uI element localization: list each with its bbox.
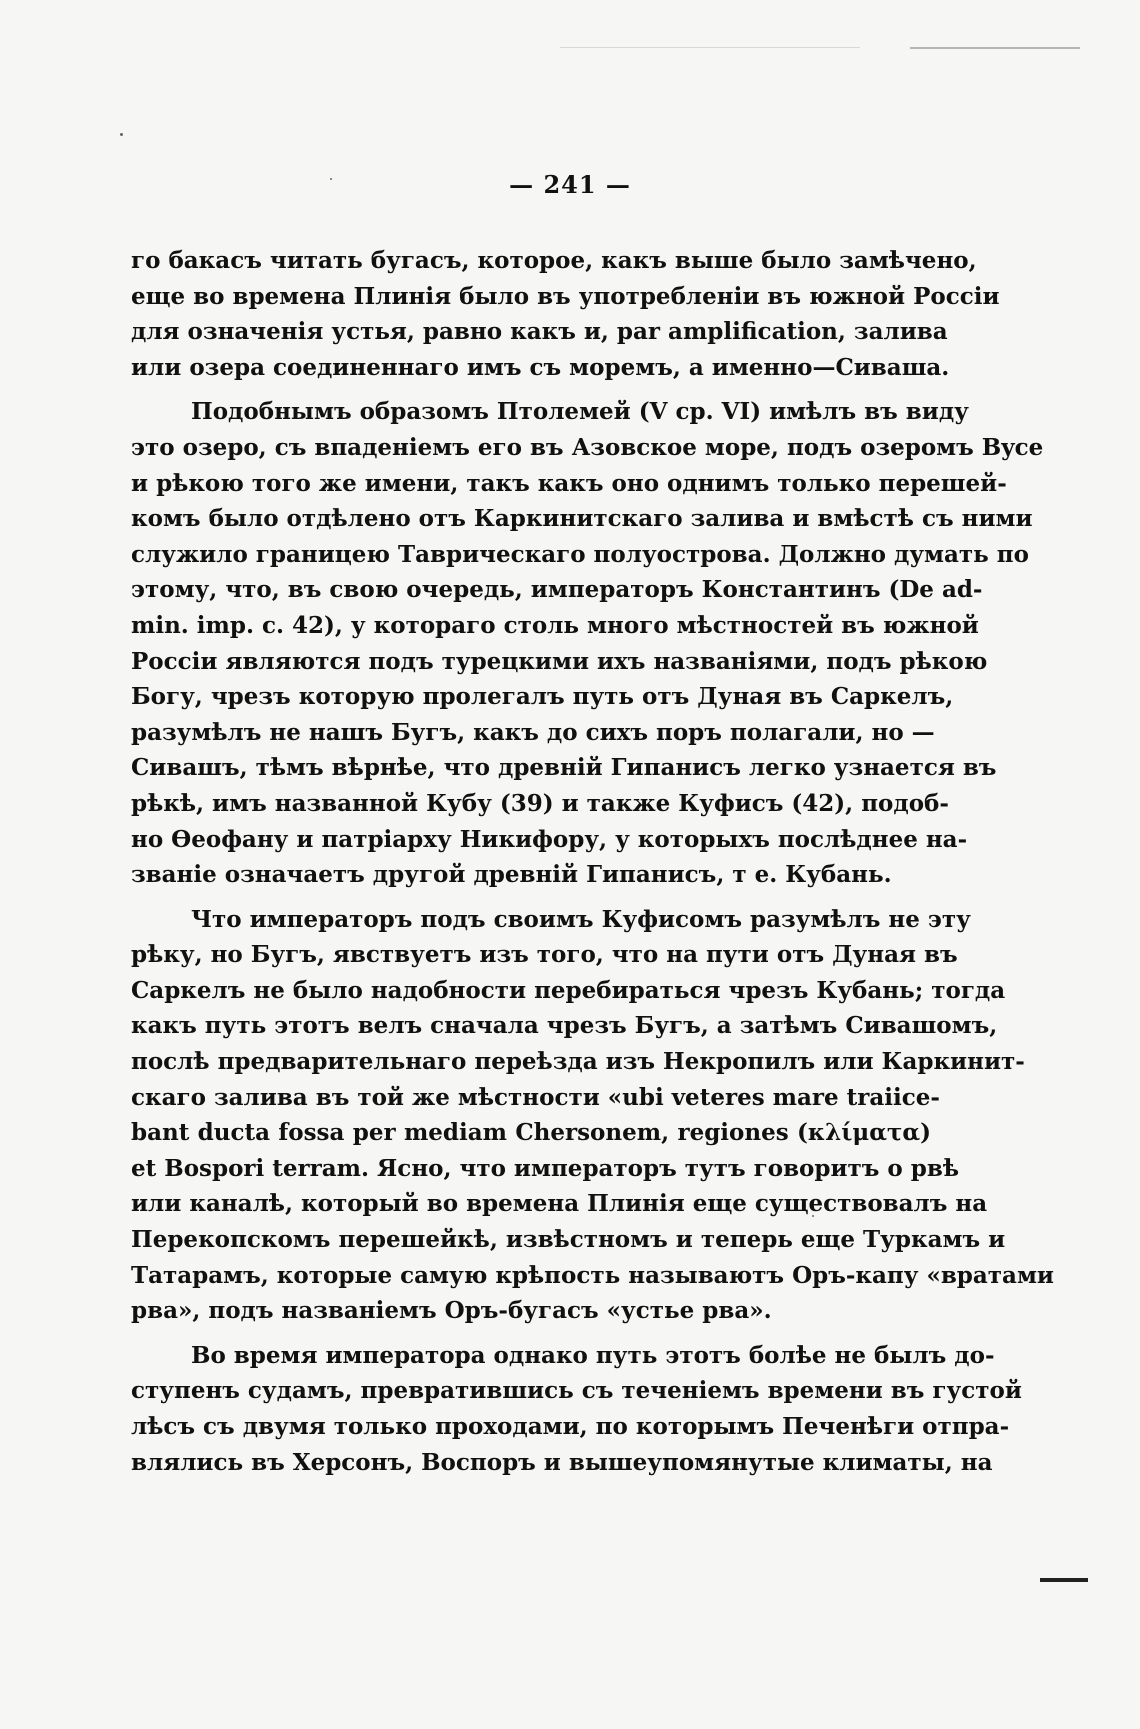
text-line: влялись въ Херсонъ, Воспоръ и вышеупомянутые климаты, на	[131, 1448, 993, 1476]
paragraph-gap	[131, 893, 931, 902]
body-text	[131, 243, 1054, 1480]
text-line: Татарамъ, которые самую крѣпость называютъ Оръ-капу «вратами	[131, 1261, 1054, 1289]
text-line: послѣ предварительнаго переѣзда изъ Некропилъ или Каркинит-	[131, 1048, 1025, 1076]
text-line: et Bospori terram. Ясно, что императоръ тутъ говоритъ о рвѣ	[131, 1154, 960, 1182]
text-line: разумѣлъ не нашъ Бугъ, какъ до сихъ поръ полагали, но —	[131, 718, 935, 746]
scan-corner-mark	[1040, 1578, 1088, 1582]
text-line: комъ было отдѣлено отъ Каркинитскаго залива и вмѣстѣ съ ними	[131, 505, 1033, 533]
scan-edge-rule	[910, 47, 1080, 49]
paragraph-gap	[131, 1329, 931, 1338]
text-line: или озера соединеннаго имъ съ моремъ, а именно—Сиваша.	[131, 353, 950, 381]
text-line: для означенія устья, равно какъ и, par amplification, залива	[131, 318, 948, 346]
text-line: bant ducta fossa per mediam Chersonem, regiones (κλίματα)	[131, 1119, 931, 1147]
page-number: — 241 —	[509, 170, 631, 199]
paragraph	[131, 243, 1000, 385]
text-line: Перекопскомъ перешейкѣ, извѣстномъ и теперь еще Туркамъ и	[131, 1226, 1006, 1254]
text-line: этому, что, въ свою очередь, императоръ Константинъ (De ad-	[131, 576, 983, 604]
text-line: или каналѣ, который во времена Плинія еще существовалъ на	[131, 1190, 988, 1218]
text-line: рѣку, но Бугъ, явствуетъ изъ того, что на пути отъ Дуная въ	[131, 941, 958, 969]
paragraph	[131, 394, 1044, 892]
text-line: еще во времена Плинія было въ употребленіи въ южной Россіи	[131, 282, 1000, 310]
paragraph	[131, 1338, 1022, 1480]
text-line: и рѣкою того же имени, такъ какъ оно однимъ только перешей-	[131, 469, 1007, 497]
text-line: это озеро, съ впаденіемъ его въ Азовское море, подъ озеромъ Byce	[131, 433, 1044, 461]
text-line: Россіи являются подъ турецкими ихъ названіями, подъ рѣкою	[131, 647, 988, 675]
text-line: лѣсъ съ двумя только проходами, по которымъ Печенѣги отпра-	[131, 1413, 1010, 1440]
text-line: Богу, чрезъ которую пролегалъ путь отъ Дуная въ Саркелъ,	[131, 683, 954, 711]
text-line: Подобнымъ образомъ Птолемей (V ср. VI) имѣлъ въ виду	[191, 398, 969, 426]
text-line: рѣкѣ, имъ названной Кубу (39) и также Куфисъ (42), подоб-	[131, 789, 949, 817]
text-line: служило границею Таврическаго полуострова. Должно думать по	[131, 540, 1029, 568]
text-line: скаго залива въ той же мѣстности «ubi veteres mare traiice-	[131, 1083, 940, 1111]
text-line: Что императоръ подъ своимъ Куфисомъ разумѣлъ не эту	[191, 905, 971, 933]
paragraph-gap	[131, 385, 931, 394]
text-line: Во время императора однако путь этотъ болѣе не былъ до-	[191, 1341, 995, 1369]
paragraph	[131, 902, 1054, 1329]
text-line: званіе означаетъ другой древній Гипанисъ, т е. Кубань.	[131, 861, 892, 889]
text-line: го бакасъ читать бугасъ, которое, какъ выше было замѣчено,	[131, 247, 977, 274]
text-line: но Өеофану и патріарху Никифору, у которыхъ послѣднее на-	[131, 825, 968, 853]
text-line: min. imp. c. 42), у котораго столь много мѣстностей въ южной	[131, 611, 979, 639]
text-line: Саркелъ не было надобности перебираться чрезъ Кубань; тогда	[131, 976, 1006, 1004]
text-line: рва», подъ названіемъ Оръ-бугасъ «устье рва».	[131, 1297, 772, 1325]
text-line: какъ путь этотъ велъ сначала чрезъ Бугъ, а затѣмъ Сивашомъ,	[131, 1012, 998, 1040]
text-line: Сивашъ, тѣмъ вѣрнѣе, что древній Гипанисъ легко узнается въ	[131, 754, 997, 782]
scan-edge-faint-rule	[560, 47, 860, 48]
text-line: ступенъ судамъ, превратившись съ теченіемъ времени въ густой	[131, 1377, 1022, 1405]
scan-speck	[120, 133, 123, 136]
